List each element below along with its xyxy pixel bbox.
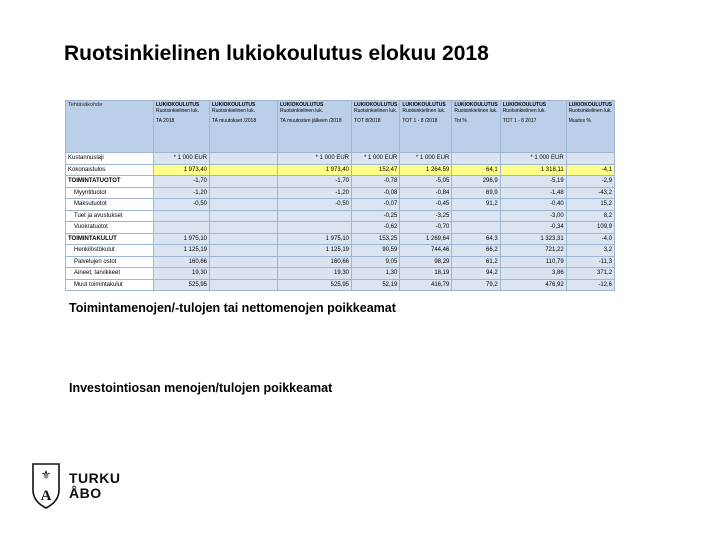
cell-value: 296,9: [452, 176, 500, 188]
cell-value: 66,2: [452, 245, 500, 257]
cell-value: -1,70: [154, 176, 210, 188]
cell-value: 3,86: [500, 268, 566, 280]
table-row: [66, 256, 615, 268]
cell-value: -12,6: [566, 279, 614, 291]
turku-abo-logo: [30, 462, 121, 510]
cell-value: [210, 256, 278, 268]
cell-value: -5,05: [400, 176, 452, 188]
cell-value: 8,2: [566, 210, 614, 222]
svg-text:⚜: ⚜: [40, 468, 52, 482]
measure-label: TOT 8/2018: [354, 117, 381, 124]
column-header-8: [566, 101, 614, 153]
org-name: LUKIOKOULUTUS: [354, 102, 398, 108]
cell-value: 109,9: [566, 222, 614, 234]
cell-value: 1 973,40: [278, 164, 352, 176]
cell-value: 160,66: [154, 256, 210, 268]
cell-value: 744,46: [400, 245, 452, 257]
table-row: [66, 199, 615, 211]
slide-title: Ruotsinkielinen lukiokoulutus elokuu 2018: [64, 42, 489, 65]
row-label: Henkilöstökulut: [66, 245, 154, 257]
row-label: Aineet, tarvikkeet: [66, 268, 154, 280]
org-name: LUKIOKOULUTUS: [568, 102, 613, 108]
cell-value: 91,2: [452, 199, 500, 211]
org-unit: Ruotsinkielinen luk.: [212, 108, 256, 115]
cell-value: 110,79: [500, 256, 566, 268]
row-label: TOIMINTATUOTOT: [66, 176, 154, 188]
cell-value: -0,08: [352, 187, 400, 199]
cell-value: [210, 268, 278, 280]
org-name: LUKIOKOULUTUS: [402, 102, 446, 108]
cell-value: 3,2: [566, 245, 614, 257]
table-row: [66, 176, 615, 188]
cell-value: * 1 000 EUR: [500, 153, 566, 165]
table-body: [66, 153, 615, 291]
cell-value: [452, 210, 500, 222]
cell-value: 525,95: [278, 279, 352, 291]
row-label: Palvelujen ostot: [66, 256, 154, 268]
row-label: Myyntituotot: [66, 187, 154, 199]
org-unit: Ruotsinkielinen luk.: [502, 108, 546, 115]
table-row: [66, 222, 615, 234]
table-row: [66, 279, 615, 291]
column-header-2: [210, 101, 278, 153]
measure-label: TA 2018: [156, 117, 175, 124]
org-unit: Ruotsinkielinen luk.: [402, 108, 446, 115]
cell-value: 64,3: [452, 233, 500, 245]
row-label: Muut toimintakulut: [66, 279, 154, 291]
cell-value: 1,30: [352, 268, 400, 280]
measure-label: TA muutokset /2018: [212, 117, 257, 124]
cell-value: 153,25: [352, 233, 400, 245]
coat-of-arms-icon: [30, 462, 62, 510]
cell-value: -0,45: [400, 199, 452, 211]
cell-value: 64,1: [452, 164, 500, 176]
measure-label: Tot %: [454, 117, 467, 124]
cell-value: -1,20: [154, 187, 210, 199]
cell-value: 525,95: [154, 279, 210, 291]
cell-value: -4,1: [566, 164, 614, 176]
budget-table: [65, 100, 615, 291]
cell-value: [210, 187, 278, 199]
org-unit: Ruotsinkielinen luk.: [156, 108, 200, 115]
cell-value: 19,30: [154, 268, 210, 280]
cell-value: 52,19: [352, 279, 400, 291]
org-name: LUKIOKOULUTUS: [280, 102, 324, 108]
cell-value: 1 318,11: [500, 164, 566, 176]
table-row: [66, 210, 615, 222]
cell-value: [210, 245, 278, 257]
cell-value: [210, 222, 278, 234]
cell-value: -0,25: [352, 210, 400, 222]
row-label: Kustannuslaji: [66, 153, 154, 165]
cell-value: 476,92: [500, 279, 566, 291]
column-header-1: [154, 101, 210, 153]
logo-text-abo: ÅBO: [69, 485, 102, 501]
cell-value: 1 975,10: [278, 233, 352, 245]
row-label: Vuokratuotot: [66, 222, 154, 234]
cell-value: -0,84: [400, 187, 452, 199]
column-header-5: [400, 101, 452, 153]
cell-value: 19,30: [278, 268, 352, 280]
cell-value: 1 269,64: [400, 233, 452, 245]
cell-value: [210, 153, 278, 165]
cell-value: -0,34: [500, 222, 566, 234]
row-label: Kokonaistulos: [66, 164, 154, 176]
cell-value: -3,00: [500, 210, 566, 222]
column-header-4: [352, 101, 400, 153]
cell-value: -2,9: [566, 176, 614, 188]
cell-value: -0,78: [352, 176, 400, 188]
cell-value: 721,22: [500, 245, 566, 257]
cell-value: [210, 176, 278, 188]
logo-text-turku: TURKU: [69, 469, 121, 486]
column-header-7: [500, 101, 566, 153]
cell-value: 9,05: [352, 256, 400, 268]
cell-value: 416,79: [400, 279, 452, 291]
cell-value: [154, 222, 210, 234]
cell-value: -3,25: [400, 210, 452, 222]
cell-value: -0,62: [352, 222, 400, 234]
cell-value: 94,2: [452, 268, 500, 280]
measure-label: TOT 1 - 8 2017: [502, 117, 537, 124]
cell-value: [210, 279, 278, 291]
cell-value: -1,48: [500, 187, 566, 199]
cell-value: [210, 210, 278, 222]
cell-value: 90,59: [352, 245, 400, 257]
cell-value: * 1 000 EUR: [154, 153, 210, 165]
table-row: [66, 268, 615, 280]
cell-value: -0,07: [352, 199, 400, 211]
cell-value: -0,40: [500, 199, 566, 211]
org-unit: Ruotsinkielinen luk.: [568, 108, 612, 115]
cell-value: [452, 222, 500, 234]
cell-value: 1 973,40: [154, 164, 210, 176]
cell-value: -0,50: [278, 199, 352, 211]
logo-wordmark: [69, 471, 121, 502]
corner-cell: Tehtäväkohde: [66, 101, 154, 153]
cell-value: -11,3: [566, 256, 614, 268]
org-name: LUKIOKOULUTUS: [212, 102, 256, 108]
column-header-3: [278, 101, 352, 153]
cell-value: * 1 000 EUR: [278, 153, 352, 165]
column-header-6: [452, 101, 500, 153]
table-row: [66, 233, 615, 245]
subtitle-investment-deviations: Investointiosan menojen/tulojen poikkeamat: [69, 381, 333, 395]
cell-value: 79,2: [452, 279, 500, 291]
cell-value: 1 264,59: [400, 164, 452, 176]
measure-label: TA muutosten jälkeen /2018: [280, 117, 342, 124]
cell-value: [452, 153, 500, 165]
cell-value: 18,19: [400, 268, 452, 280]
org-name: LUKIOKOULUTUS: [502, 102, 547, 108]
cell-value: 152,47: [352, 164, 400, 176]
cell-value: [566, 153, 614, 165]
svg-text:A: A: [40, 488, 52, 504]
measure-label: TOT 1 - 8 /2018: [402, 117, 438, 124]
cell-value: * 1 000 EUR: [400, 153, 452, 165]
cell-value: * 1 000 EUR: [352, 153, 400, 165]
cell-value: -4,0: [566, 233, 614, 245]
cell-value: [210, 199, 278, 211]
row-label: TOIMINTAKULUT: [66, 233, 154, 245]
org-name: LUKIOKOULUTUS: [156, 102, 200, 108]
subtitle-operating-deviations: Toimintamenojen/-tulojen tai nettomenojen poikkeamat: [69, 301, 396, 315]
table-row: [66, 245, 615, 257]
row-label: Tuet ja avustukset: [66, 210, 154, 222]
cell-value: 160,66: [278, 256, 352, 268]
measure-label: Muutos %: [568, 117, 591, 124]
cell-value: [278, 222, 352, 234]
cell-value: -0,50: [154, 199, 210, 211]
header-row: [66, 101, 615, 153]
cell-value: 69,9: [452, 187, 500, 199]
org-name: LUKIOKOULUTUS: [454, 102, 498, 108]
cell-value: 1 975,10: [154, 233, 210, 245]
org-unit: Ruotsinkielinen luk.: [454, 108, 498, 115]
org-unit: Ruotsinkielinen luk.: [280, 108, 324, 115]
row-label: Maksutuotot: [66, 199, 154, 211]
cell-value: 98,29: [400, 256, 452, 268]
table-header: [66, 101, 615, 153]
cell-value: 1 125,19: [154, 245, 210, 257]
cell-value: [210, 164, 278, 176]
cell-value: [278, 210, 352, 222]
cell-value: -1,70: [278, 176, 352, 188]
cell-value: 61,2: [452, 256, 500, 268]
cell-value: [154, 210, 210, 222]
table-row: [66, 153, 615, 165]
cell-value: 371,2: [566, 268, 614, 280]
cell-value: 1 125,19: [278, 245, 352, 257]
cell-value: -0,70: [400, 222, 452, 234]
cell-value: [210, 233, 278, 245]
cell-value: -5,19: [500, 176, 566, 188]
table-row: [66, 164, 615, 176]
org-unit: Ruotsinkielinen luk.: [354, 108, 398, 115]
cell-value: 1 323,31: [500, 233, 566, 245]
cell-value: -43,2: [566, 187, 614, 199]
cell-value: 15,2: [566, 199, 614, 211]
cell-value: -1,20: [278, 187, 352, 199]
table-row: [66, 187, 615, 199]
